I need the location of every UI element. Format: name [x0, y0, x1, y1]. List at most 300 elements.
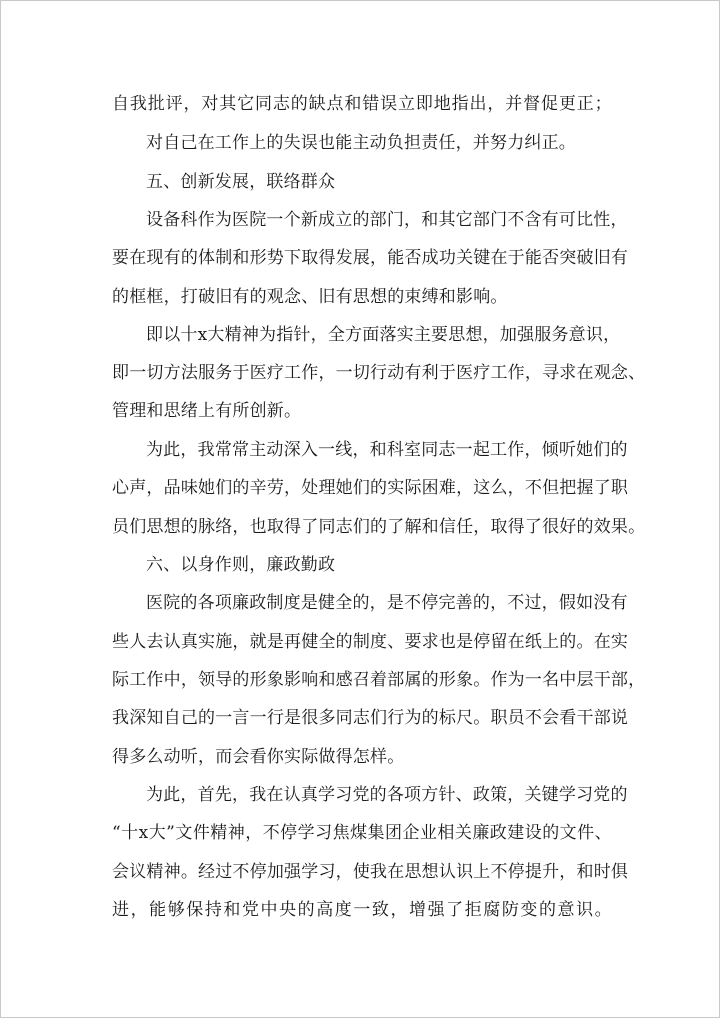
- glyph: 同: [335, 708, 353, 728]
- glyph: 尺: [456, 708, 474, 728]
- glyph: 不: [524, 478, 543, 498]
- glyph: 致: [371, 900, 390, 920]
- glyph: 工: [490, 363, 508, 383]
- glyph: 意: [557, 900, 575, 920]
- glyph: 象: [456, 670, 474, 690]
- glyph: 我: [129, 94, 148, 114]
- glyph: 施: [215, 632, 233, 652]
- glyph: 并: [505, 94, 523, 114]
- glyph: 即: [415, 94, 434, 114]
- glyph: 科: [386, 440, 405, 460]
- glyph: 强: [284, 862, 302, 882]
- glyph: 面: [362, 325, 380, 345]
- glyph: 实: [387, 478, 405, 498]
- glyph: 把: [559, 478, 577, 498]
- text-line: [146, 782, 628, 808]
- glyph: 十: [121, 823, 139, 843]
- glyph: 关: [454, 823, 473, 843]
- glyph: ，: [180, 440, 198, 460]
- glyph: 停: [249, 862, 267, 882]
- glyph: 利: [421, 363, 439, 383]
- glyph: ，: [473, 517, 491, 537]
- glyph: 廉: [232, 593, 250, 613]
- glyph: 拒: [464, 900, 482, 920]
- glyph: 么: [490, 478, 508, 498]
- text-line: 的框框，打破旧有的观念、旧有思想的束缚和影响。: [112, 287, 508, 307]
- glyph: 为: [404, 708, 422, 728]
- glyph: 没: [593, 593, 611, 613]
- glyph: 得: [318, 248, 336, 268]
- glyph: 医: [232, 210, 250, 230]
- glyph: 神: [163, 862, 181, 882]
- glyph: 以: [163, 325, 181, 345]
- text-line: 得多么动听，而会看你实际做得怎样。: [112, 747, 405, 767]
- text-line: [112, 859, 629, 885]
- glyph: 心: [112, 478, 130, 498]
- glyph: 精: [210, 823, 228, 843]
- glyph: 常: [214, 440, 233, 460]
- glyph: 中: [260, 900, 278, 920]
- glyph: ，: [482, 325, 500, 345]
- glyph: 中: [163, 670, 181, 690]
- glyph: 、: [455, 785, 473, 805]
- glyph: 同: [318, 517, 336, 537]
- glyph: 很: [301, 708, 319, 728]
- glyph: 作: [490, 670, 508, 690]
- glyph: 职: [490, 708, 508, 728]
- text-line: [112, 629, 629, 655]
- glyph: 方: [345, 325, 363, 345]
- glyph: 关: [524, 785, 542, 805]
- glyph: 是: [284, 708, 302, 728]
- glyph: ，: [284, 478, 302, 498]
- glyph: 线: [335, 440, 353, 460]
- glyph: 的: [290, 94, 308, 114]
- glyph: 去: [146, 632, 164, 652]
- glyph: 的: [370, 478, 388, 498]
- glyph: 全: [318, 632, 336, 652]
- glyph: 取: [266, 517, 285, 537]
- glyph: 部: [387, 670, 405, 690]
- glyph: ，: [180, 670, 199, 690]
- glyph: 设: [524, 823, 542, 843]
- glyph: 一: [215, 708, 233, 728]
- glyph: 观: [593, 363, 611, 383]
- glyph: 功: [438, 248, 457, 268]
- glyph: 得: [284, 517, 302, 537]
- glyph: 党: [241, 900, 260, 920]
- glyph: 们: [215, 478, 233, 498]
- glyph: 缺: [308, 94, 326, 114]
- glyph: 主: [249, 440, 267, 460]
- glyph: 和: [232, 248, 250, 268]
- glyph: 制: [215, 248, 233, 268]
- glyph: 为: [214, 210, 233, 230]
- glyph: 即: [146, 325, 164, 345]
- glyph: 干: [593, 670, 611, 690]
- glyph: 法: [180, 363, 199, 383]
- glyph: 不: [507, 593, 525, 613]
- glyph: 首: [197, 785, 215, 805]
- glyph: 方: [421, 785, 439, 805]
- glyph: ，: [183, 94, 201, 114]
- glyph: 学: [301, 862, 319, 882]
- glyph: 动: [387, 363, 405, 383]
- glyph: 的: [421, 670, 439, 690]
- glyph: 认: [438, 862, 457, 882]
- glyph: 的: [352, 210, 370, 230]
- glyph: 政: [249, 593, 267, 613]
- text-line: [146, 437, 628, 463]
- glyph: 各: [386, 785, 405, 805]
- glyph: 全: [335, 593, 353, 613]
- glyph: 升: [542, 862, 560, 882]
- glyph: 更: [558, 94, 577, 114]
- text-line: 管理和思绪上有所创新。: [112, 401, 302, 421]
- glyph: 也: [438, 632, 457, 652]
- glyph: 能: [387, 248, 405, 268]
- glyph: 关: [456, 248, 474, 268]
- glyph: 在: [576, 363, 594, 383]
- glyph: 键: [541, 785, 559, 805]
- glyph: 要: [404, 632, 422, 652]
- glyph: 可: [558, 210, 577, 230]
- glyph: ，: [130, 900, 148, 920]
- glyph: 着: [370, 670, 388, 690]
- glyph: 其: [438, 210, 456, 230]
- glyph: 听: [558, 440, 577, 460]
- glyph: 习: [335, 785, 353, 805]
- glyph: 起: [472, 440, 491, 460]
- glyph: 想: [465, 325, 483, 345]
- glyph: 于: [507, 248, 525, 268]
- glyph: 旧: [593, 248, 611, 268]
- glyph: 够: [167, 900, 185, 920]
- glyph: 理: [318, 478, 336, 498]
- glyph: 层: [576, 670, 594, 690]
- glyph: 工: [490, 440, 508, 460]
- glyph: 一: [353, 900, 371, 920]
- glyph: 此: [163, 785, 181, 805]
- glyph: 性: [593, 210, 611, 230]
- glyph: 件: [192, 823, 211, 843]
- glyph: 有: [610, 248, 629, 268]
- text-line: [112, 475, 629, 501]
- glyph: 一: [455, 440, 473, 460]
- text-line: [112, 245, 629, 271]
- glyph: 度: [283, 593, 301, 613]
- glyph: 的: [335, 632, 353, 652]
- glyph: ，: [456, 478, 474, 498]
- glyph: 召: [352, 670, 371, 690]
- glyph: 、: [387, 632, 405, 652]
- text-line: [112, 360, 646, 386]
- glyph: ，: [559, 862, 577, 882]
- glyph: 。: [473, 670, 491, 690]
- glyph: 防: [501, 900, 520, 920]
- glyph: 是: [456, 632, 474, 652]
- glyph: 思: [448, 325, 466, 345]
- glyph: ，: [490, 593, 508, 613]
- glyph: 提: [524, 862, 543, 882]
- glyph: 含: [524, 210, 542, 230]
- glyph: 。: [180, 862, 199, 882]
- glyph: 文: [175, 823, 193, 843]
- glyph: 辛: [249, 478, 267, 498]
- glyph: 神: [241, 325, 260, 345]
- glyph: 精: [224, 325, 242, 345]
- glyph: 医: [456, 363, 474, 383]
- glyph: 动: [266, 440, 284, 460]
- glyph: 制: [266, 593, 284, 613]
- glyph: 常: [232, 440, 250, 460]
- glyph: 属: [404, 670, 422, 690]
- glyph: 增: [409, 900, 427, 920]
- glyph: 批: [147, 94, 165, 114]
- glyph: 俱: [610, 862, 629, 882]
- glyph: 备: [163, 210, 181, 230]
- glyph: ，: [524, 363, 543, 383]
- glyph: 效: [593, 517, 611, 537]
- glyph: 下: [284, 248, 302, 268]
- glyph: 导: [215, 670, 233, 690]
- glyph: 要: [431, 325, 449, 345]
- glyph: 是: [386, 593, 405, 613]
- glyph: 错: [362, 94, 380, 114]
- glyph: 学: [558, 785, 577, 805]
- glyph: 不: [404, 593, 422, 613]
- glyph: 保: [186, 900, 204, 920]
- glyph: 志: [438, 440, 456, 460]
- glyph: ，: [541, 593, 559, 613]
- glyph: ，: [310, 325, 328, 345]
- glyph: ，: [603, 325, 621, 345]
- glyph: ，: [487, 94, 505, 114]
- glyph: 行: [266, 708, 285, 728]
- glyph: 院: [163, 593, 181, 613]
- glyph: 落: [379, 325, 397, 345]
- glyph: 在: [266, 785, 284, 805]
- glyph: 针: [293, 325, 311, 345]
- glyph: 中: [559, 670, 577, 690]
- glyph: 神: [227, 823, 245, 843]
- glyph: 自: [163, 708, 181, 728]
- glyph: 和: [421, 517, 439, 537]
- glyph: 意: [568, 325, 586, 345]
- glyph: 文: [559, 823, 577, 843]
- glyph: 指: [276, 325, 294, 345]
- text-line: 对自己在工作上的失误也能主动负担责任，并努力纠正。: [146, 133, 576, 153]
- glyph: 停: [473, 632, 491, 652]
- glyph: 们: [593, 440, 611, 460]
- glyph: 和: [421, 210, 439, 230]
- glyph: 在: [490, 248, 508, 268]
- glyph: 解: [404, 517, 422, 537]
- glyph: 自: [112, 94, 130, 114]
- glyph: 否: [542, 248, 560, 268]
- glyph: 否: [404, 248, 422, 268]
- glyph: 志: [352, 708, 371, 728]
- section-heading: 五、创新发展，联络群众: [146, 172, 336, 192]
- section-heading: 六、以身作则，廉政勤政: [146, 555, 336, 575]
- glyph: 真: [180, 632, 199, 652]
- glyph: 留: [490, 632, 508, 652]
- text-line: [146, 207, 628, 233]
- glyph: 志: [272, 94, 291, 114]
- glyph: 对: [201, 94, 219, 114]
- glyph: 工: [284, 363, 302, 383]
- glyph: 为: [507, 670, 525, 690]
- glyph: 学: [297, 823, 315, 843]
- glyph: 不: [507, 210, 525, 230]
- glyph: 破: [576, 248, 594, 268]
- glyph: 作: [507, 363, 525, 383]
- glyph: 比: [576, 210, 594, 230]
- glyph: 督: [523, 94, 541, 114]
- glyph: 上: [473, 862, 491, 882]
- glyph: 完: [438, 593, 456, 613]
- glyph: 体: [198, 248, 216, 268]
- glyph: 络: [215, 517, 233, 537]
- glyph: 加: [499, 325, 518, 345]
- glyph: 的: [421, 708, 439, 728]
- glyph: 键: [473, 248, 491, 268]
- glyph: 信: [438, 517, 457, 537]
- glyph: 在: [507, 632, 525, 652]
- glyph: 误: [380, 94, 398, 114]
- glyph: 学: [318, 785, 336, 805]
- glyph: 了: [593, 478, 611, 498]
- glyph: 的: [472, 593, 491, 613]
- glyph: 是: [300, 593, 319, 613]
- glyph: 实: [610, 632, 629, 652]
- glyph: 个: [283, 210, 301, 230]
- glyph: 形: [438, 670, 457, 690]
- glyph: 主: [413, 325, 432, 345]
- glyph: 企: [402, 823, 420, 843]
- glyph: 们: [370, 708, 388, 728]
- glyph: 。: [576, 632, 594, 652]
- glyph: 展: [352, 248, 371, 268]
- glyph: ，: [628, 670, 646, 690]
- glyph: 点: [326, 94, 344, 114]
- glyph: ，: [335, 862, 353, 882]
- glyph: 员: [112, 517, 130, 537]
- glyph: ，: [404, 210, 422, 230]
- glyph: 突: [559, 248, 577, 268]
- glyph: 能: [149, 900, 167, 920]
- glyph: 取: [301, 248, 319, 268]
- glyph: 果: [610, 517, 629, 537]
- glyph: 和: [318, 670, 336, 690]
- glyph: 项: [214, 593, 233, 613]
- glyph: 困: [421, 478, 439, 498]
- glyph: 的: [232, 478, 250, 498]
- glyph: x: [197, 325, 208, 345]
- glyph: 腐: [483, 900, 501, 920]
- glyph: 干: [576, 708, 594, 728]
- glyph: 在: [387, 862, 405, 882]
- glyph: 政: [472, 785, 491, 805]
- glyph: 。: [473, 708, 491, 728]
- glyph: 深: [129, 708, 147, 728]
- glyph: 形: [249, 670, 267, 690]
- glyph: 们: [352, 478, 371, 498]
- glyph: 这: [473, 478, 491, 498]
- glyph: 念: [610, 363, 629, 383]
- glyph: 倾: [541, 440, 559, 460]
- glyph: 使: [352, 862, 371, 882]
- glyph: 为: [146, 440, 164, 460]
- glyph: 针: [438, 785, 456, 805]
- glyph: 务: [551, 325, 569, 345]
- glyph: 全: [327, 325, 346, 345]
- glyph: 在: [129, 248, 147, 268]
- glyph: ，: [318, 363, 336, 383]
- glyph: 成: [421, 248, 439, 268]
- glyph: 新: [300, 210, 319, 230]
- glyph: 得: [507, 517, 525, 537]
- glyph: 不: [524, 708, 543, 728]
- glyph: 响: [301, 670, 319, 690]
- glyph: 有: [404, 363, 422, 383]
- glyph: 不: [262, 823, 280, 843]
- glyph: ；: [594, 94, 612, 114]
- glyph: 。: [628, 517, 646, 537]
- glyph: 了: [524, 517, 543, 537]
- text-line: [146, 322, 621, 348]
- glyph: 如: [576, 593, 594, 613]
- glyph: 进: [112, 900, 130, 920]
- glyph: 要: [112, 248, 130, 268]
- glyph: 名: [542, 670, 560, 690]
- glyph: 部: [369, 210, 387, 230]
- glyph: 想: [163, 517, 181, 537]
- glyph: 于: [232, 363, 250, 383]
- glyph: 党: [352, 785, 370, 805]
- glyph: 切: [352, 363, 371, 383]
- glyph: 政: [489, 823, 507, 843]
- glyph: 停: [507, 862, 525, 882]
- glyph: ，: [507, 785, 525, 805]
- glyph: 己: [180, 708, 199, 728]
- glyph: 地: [433, 94, 451, 114]
- glyph: 立: [335, 210, 353, 230]
- glyph: 团: [384, 823, 403, 843]
- glyph: 作: [197, 210, 215, 230]
- glyph: 但: [542, 478, 560, 498]
- glyph: 一: [335, 363, 353, 383]
- glyph: 正: [576, 94, 594, 114]
- glyph: 业: [419, 823, 438, 843]
- text-line: [112, 514, 646, 540]
- glyph: ，: [232, 785, 250, 805]
- glyph: ，: [245, 823, 263, 843]
- glyph: 部: [610, 670, 629, 690]
- glyph: 一: [318, 440, 336, 460]
- glyph: 健: [301, 632, 319, 652]
- glyph: 和: [369, 440, 387, 460]
- glyph: 她: [576, 440, 594, 460]
- glyph: 我: [112, 708, 130, 728]
- text-line: [112, 705, 629, 731]
- glyph: 识: [585, 325, 604, 345]
- glyph: ”: [166, 823, 176, 843]
- glyph: x: [138, 823, 149, 843]
- glyph: 上: [542, 632, 560, 652]
- glyph: 同: [421, 440, 439, 460]
- glyph: 取: [490, 517, 508, 537]
